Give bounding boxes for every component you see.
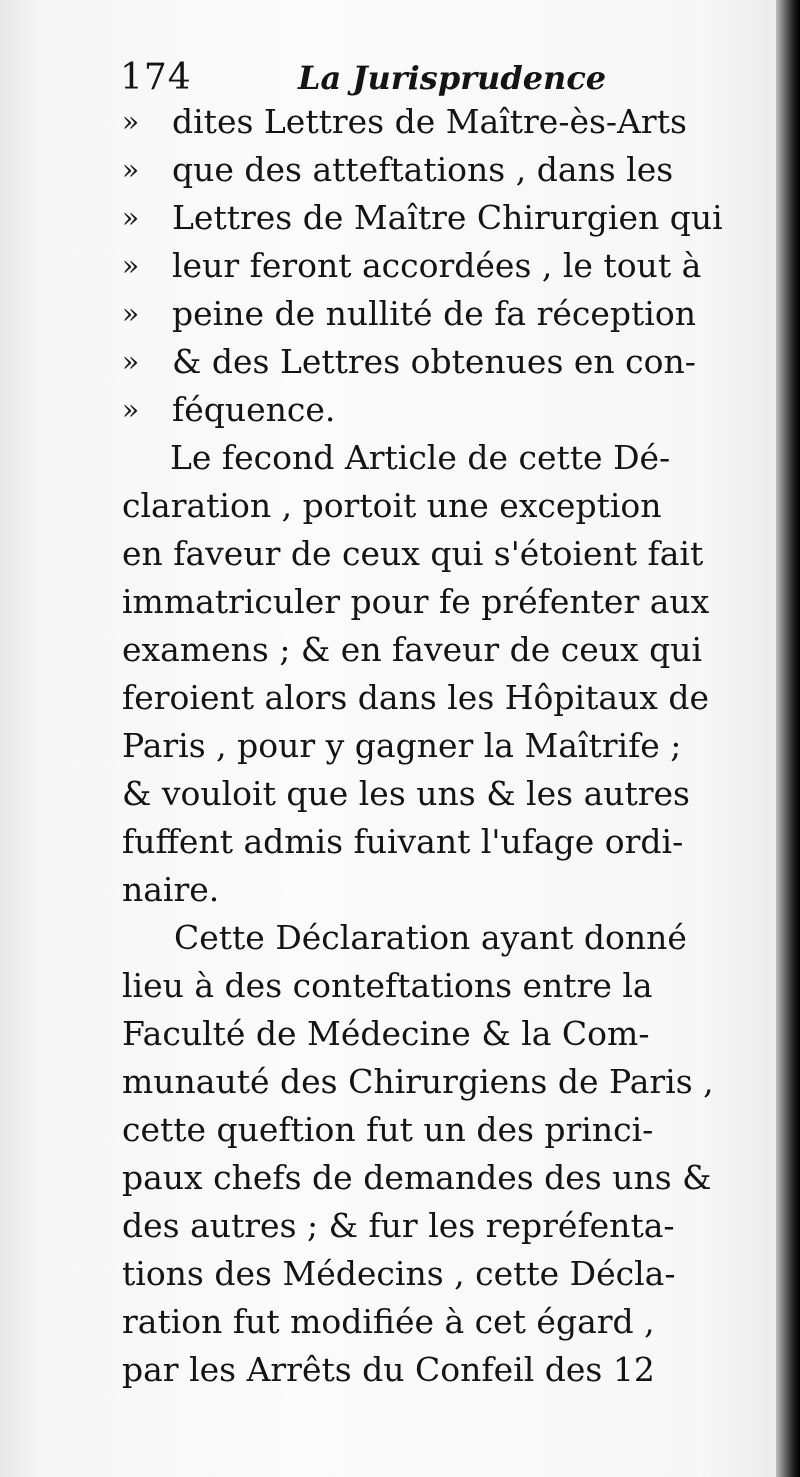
paragraph-1-line: fuffent admis fuivant l'ufage ordi- bbox=[122, 822, 684, 861]
quotation-mark: » bbox=[122, 153, 140, 186]
quotation-mark: » bbox=[122, 393, 140, 426]
paragraph-2-line: tions des Médecins , cette Décla- bbox=[122, 1254, 676, 1293]
quotation-mark: » bbox=[122, 249, 140, 282]
paragraph-2-line: Faculté de Médecine & la Com- bbox=[122, 1014, 650, 1053]
quoted-line bbox=[122, 146, 762, 194]
body-text bbox=[122, 98, 762, 1394]
quoted-line bbox=[122, 242, 762, 290]
quoted-line-text: que des atteftations , dans les bbox=[172, 150, 674, 189]
quoted-line bbox=[122, 290, 762, 338]
paragraph-1-line: & vouloit que les uns & les autres bbox=[122, 774, 690, 813]
quoted-line-text: féquence. bbox=[172, 390, 336, 429]
quoted-line bbox=[122, 386, 762, 434]
paragraph-1-line: en faveur de ceux qui s'étoient fait bbox=[122, 534, 704, 573]
paragraph-1-line: Le fecond Article de cette Dé- bbox=[170, 438, 671, 477]
paragraph-2-line: ration fut modifiée à cet égard , bbox=[122, 1302, 655, 1341]
paragraph-2-line: Cette Déclaration ayant donné bbox=[174, 918, 687, 957]
paragraph-2-line: par les Arrêts du Confeil des 12 bbox=[122, 1350, 655, 1389]
quoted-line-text: & des Lettres obtenues en con- bbox=[172, 342, 696, 381]
quoted-line bbox=[122, 98, 762, 146]
quoted-line bbox=[122, 338, 762, 386]
paragraph-1-line: examens ; & en faveur de ceux qui bbox=[122, 630, 703, 669]
paragraph-1-line: claration , portoit une exception bbox=[122, 486, 662, 525]
paragraph-2-line: lieu à des conteftations entre la bbox=[122, 966, 653, 1005]
paragraph-2-line: munauté des Chirurgiens de Paris , bbox=[122, 1062, 714, 1101]
paragraph-1-line: feroient alors dans les Hôpitaux de bbox=[122, 678, 710, 717]
book-spine-shadow bbox=[776, 0, 800, 1477]
quoted-line bbox=[122, 194, 762, 242]
paragraph-1-line: naire. bbox=[122, 870, 220, 909]
quoted-line-text: dites Lettres de Maître-ès-Arts bbox=[172, 102, 687, 141]
page-number: 174 bbox=[120, 57, 192, 98]
quotation-mark: » bbox=[122, 105, 140, 138]
paragraph-1-line: Paris , pour y gagner la Maîtrife ; bbox=[122, 726, 682, 765]
quotation-mark: » bbox=[122, 201, 140, 234]
running-title: La Jurisprudence bbox=[298, 59, 607, 97]
page-header bbox=[120, 52, 620, 104]
paragraph-2-line: paux chefs de demandes des uns & bbox=[122, 1158, 712, 1197]
paragraph-2-line: cette queftion fut un des princi- bbox=[122, 1110, 654, 1149]
paragraph-2-line: des autres ; & fur les repréfenta- bbox=[122, 1206, 675, 1245]
quotation-mark: » bbox=[122, 297, 140, 330]
quotation-mark: » bbox=[122, 345, 140, 378]
quoted-line-text: peine de nullité de fa réception bbox=[172, 294, 696, 333]
quoted-line-text: Lettres de Maître Chirurgien qui bbox=[172, 198, 723, 237]
paragraph-1-line: immatriculer pour fe préfenter aux bbox=[122, 582, 710, 621]
quoted-line-text: leur feront accordées , le tout à bbox=[172, 246, 702, 285]
